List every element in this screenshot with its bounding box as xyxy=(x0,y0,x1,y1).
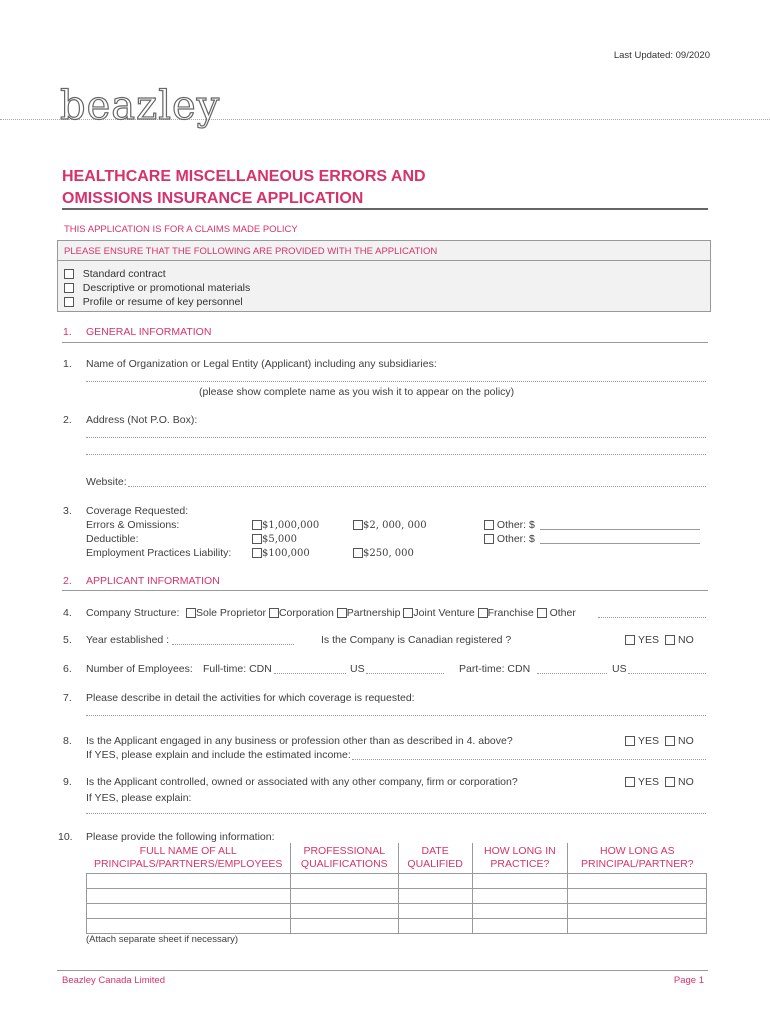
epl-label: Employment Practices Liability: xyxy=(86,547,232,559)
checkbox[interactable] xyxy=(252,534,262,544)
q8-follow: If YES, please explain and include the estimated income: xyxy=(86,749,351,761)
structure-corporation[interactable]: Corporation xyxy=(269,607,334,619)
ded-option-5k[interactable]: $5,000 xyxy=(252,533,297,545)
requirements-list xyxy=(64,267,250,309)
checkbox[interactable] xyxy=(252,520,262,530)
parttime-us-label: US xyxy=(612,663,627,675)
table-row xyxy=(87,874,707,889)
q8-label: Is the Applicant engaged in any business or profession other than as described in 4. above? xyxy=(86,735,513,747)
requirement-item: Descriptive or promotional materials xyxy=(64,281,250,295)
checkbox[interactable] xyxy=(665,736,675,746)
eo-option-2m[interactable]: $2, 000, 000 xyxy=(353,519,427,531)
col-how-long-practice: HOW LONG IN PRACTICE? xyxy=(472,843,568,874)
structure-franchise[interactable]: Franchise xyxy=(478,607,534,619)
website-input-line[interactable] xyxy=(128,486,706,487)
q1-label: Name of Organization or Legal Entity (Applicant) including any subsidiaries: xyxy=(86,358,437,370)
table-cell[interactable] xyxy=(472,889,568,904)
structure-joint-venture[interactable]: Joint Venture xyxy=(403,607,474,619)
table-cell[interactable] xyxy=(398,874,472,889)
section1-title: GENERAL INFORMATION xyxy=(86,326,212,338)
q9-input-line[interactable] xyxy=(86,813,706,814)
table-cell[interactable] xyxy=(398,904,472,919)
table-row xyxy=(87,889,707,904)
table-cell[interactable] xyxy=(568,889,707,904)
checkbox[interactable] xyxy=(625,635,635,645)
fulltime-cdn-label: Full-time: CDN xyxy=(203,663,272,675)
table-cell[interactable] xyxy=(568,904,707,919)
q9-yes[interactable]: YES xyxy=(625,776,659,788)
ded-other-input[interactable] xyxy=(540,543,700,544)
table-cell[interactable] xyxy=(398,919,472,934)
checkbox[interactable] xyxy=(269,608,279,618)
q1-note: (please show complete name as you wish it to appear on the policy) xyxy=(199,386,515,398)
page-title xyxy=(62,166,426,210)
table-cell[interactable] xyxy=(87,874,291,889)
checkbox[interactable] xyxy=(403,608,413,618)
checkbox[interactable] xyxy=(665,635,675,645)
table-cell[interactable] xyxy=(472,919,568,934)
requirements-box xyxy=(57,240,711,312)
eo-label: Errors & Omissions: xyxy=(86,519,180,531)
claims-made-note: THIS APPLICATION IS FOR A CLAIMS MADE POLICY xyxy=(64,224,298,235)
col-date-qualified: DATE QUALIFIED xyxy=(398,843,472,874)
q5-no[interactable]: NO xyxy=(665,634,694,646)
table-row xyxy=(87,904,707,919)
website-label: Website: xyxy=(86,476,127,488)
table-cell[interactable] xyxy=(87,919,291,934)
table-cell[interactable] xyxy=(568,919,707,934)
q9-no[interactable]: NO xyxy=(665,776,694,788)
requirement-checkbox[interactable] xyxy=(64,269,74,279)
col-qualifications: PROFESSIONAL QUALIFICATIONS xyxy=(290,843,398,874)
year-established-input[interactable] xyxy=(172,644,294,645)
checkbox[interactable] xyxy=(484,520,494,530)
requirement-checkbox[interactable] xyxy=(64,283,74,293)
table-cell[interactable] xyxy=(87,904,291,919)
fulltime-us-input[interactable] xyxy=(366,673,444,674)
q2-label: Address (Not P.O. Box): xyxy=(86,414,198,426)
footer-page-number: Page 1 xyxy=(673,975,704,986)
q9-label: Is the Applicant controlled, owned or associated with any other company, firm or corporation? xyxy=(86,776,518,788)
fulltime-us-label: US xyxy=(350,663,365,675)
q9-follow: If YES, please explain: xyxy=(86,792,192,804)
footer-company: Beazley Canada Limited xyxy=(62,975,165,986)
checkbox[interactable] xyxy=(353,520,363,530)
requirement-item: Standard contract xyxy=(64,267,250,281)
q7-number: 7. xyxy=(63,692,72,704)
q6-number: 6. xyxy=(63,663,72,675)
checkbox[interactable] xyxy=(478,608,488,618)
table-cell[interactable] xyxy=(472,904,568,919)
table-cell[interactable] xyxy=(472,874,568,889)
col-how-long-principal: HOW LONG AS PRINCIPAL/PARTNER? xyxy=(568,843,707,874)
table-row xyxy=(87,919,707,934)
table-cell[interactable] xyxy=(398,889,472,904)
structure-other[interactable]: Other xyxy=(537,607,576,619)
title-rule xyxy=(62,208,708,210)
q8-no[interactable]: NO xyxy=(665,735,694,747)
q8-input-line[interactable] xyxy=(352,759,706,760)
q2-number: 2. xyxy=(63,414,72,426)
table-cell[interactable] xyxy=(568,874,707,889)
q4-label: Company Structure: xyxy=(86,607,180,619)
requirement-checkbox[interactable] xyxy=(64,297,74,307)
q1-number: 1. xyxy=(63,358,72,370)
epl-option-100k[interactable]: $100,000 xyxy=(252,547,310,559)
checkbox[interactable] xyxy=(537,608,547,618)
principals-table xyxy=(86,843,707,934)
checkbox[interactable] xyxy=(484,534,494,544)
q7-input-line[interactable] xyxy=(86,715,706,716)
q9-number: 9. xyxy=(63,776,72,788)
q3-label: Coverage Requested: xyxy=(86,505,189,517)
section1-rule xyxy=(62,342,708,343)
q8-yes[interactable]: YES xyxy=(625,735,659,747)
q8-number: 8. xyxy=(63,735,72,747)
deductible-label: Deductible: xyxy=(86,533,139,545)
fulltime-cdn-input[interactable] xyxy=(274,673,346,674)
title-line-2: OMISSIONS INSURANCE APPLICATION xyxy=(62,190,364,207)
q5-label: Year established : xyxy=(86,634,170,646)
structure-partnership[interactable]: Partnership xyxy=(337,607,401,619)
requirements-heading: PLEASE ENSURE THAT THE FOLLOWING ARE PROVIDED WITH THE APPLICATION xyxy=(64,246,438,257)
q6-label: Number of Employees: xyxy=(86,663,193,675)
q10-number: 10. xyxy=(58,831,73,843)
checkbox[interactable] xyxy=(625,777,635,787)
checkbox[interactable] xyxy=(665,777,675,787)
q4-number: 4. xyxy=(63,607,72,619)
section1-number: 1. xyxy=(63,326,72,338)
col-full-name: FULL NAME OF ALL PRINCIPALS/PARTNERS/EMPLOYEES xyxy=(93,845,283,870)
ded-option-other[interactable]: Other: $ xyxy=(484,533,535,545)
table-cell[interactable] xyxy=(290,919,398,934)
checkbox[interactable] xyxy=(625,736,635,746)
q7-label: Please describe in detail the activities for which coverage is requested: xyxy=(86,692,415,704)
q1-input-line[interactable] xyxy=(86,381,706,382)
table-cell[interactable] xyxy=(290,904,398,919)
table-cell[interactable] xyxy=(290,889,398,904)
parttime-us-input[interactable] xyxy=(628,673,706,674)
footer-rule xyxy=(57,970,708,971)
table-cell[interactable] xyxy=(87,889,291,904)
structure-sole-proprietor[interactable]: Sole Proprietor xyxy=(186,607,266,619)
checkbox[interactable] xyxy=(353,548,363,558)
section2-rule xyxy=(62,590,708,591)
attach-note: (Attach separate sheet if necessary) xyxy=(86,934,239,945)
address-line-1[interactable] xyxy=(86,437,706,438)
requirements-divider xyxy=(58,260,710,261)
canadian-registered-label: Is the Company is Canadian registered ? xyxy=(321,634,512,646)
parttime-cdn-input[interactable] xyxy=(537,673,607,674)
last-updated: Last Updated: 09/2020 xyxy=(613,50,710,61)
beazley-logo: beazley xyxy=(60,83,221,129)
title-line-1: HEALTHCARE MISCELLANEOUS ERRORS AND xyxy=(62,168,426,185)
q10-label: Please provide the following information: xyxy=(86,831,275,843)
checkbox[interactable] xyxy=(186,608,196,618)
address-line-2[interactable] xyxy=(86,454,706,455)
eo-option-1m[interactable]: $1,000,000 xyxy=(252,519,319,531)
table-cell[interactable] xyxy=(290,874,398,889)
table-header-row xyxy=(87,843,707,874)
eo-other-input[interactable] xyxy=(540,529,700,530)
structure-other-input[interactable] xyxy=(598,617,706,618)
eo-option-other[interactable]: Other: $ xyxy=(484,519,535,531)
q5-number: 5. xyxy=(63,634,72,646)
section2-number: 2. xyxy=(63,575,72,587)
epl-option-250k[interactable]: $250, 000 xyxy=(353,547,414,559)
parttime-cdn-label: Part-time: CDN xyxy=(459,663,531,675)
q5-yes[interactable]: YES xyxy=(625,634,659,646)
q3-number: 3. xyxy=(63,505,72,517)
requirement-item: Profile or resume of key personnel xyxy=(64,295,250,309)
section2-title: APPLICANT INFORMATION xyxy=(86,575,220,587)
company-structure-options xyxy=(186,607,576,619)
checkbox[interactable] xyxy=(252,548,262,558)
checkbox[interactable] xyxy=(337,608,347,618)
